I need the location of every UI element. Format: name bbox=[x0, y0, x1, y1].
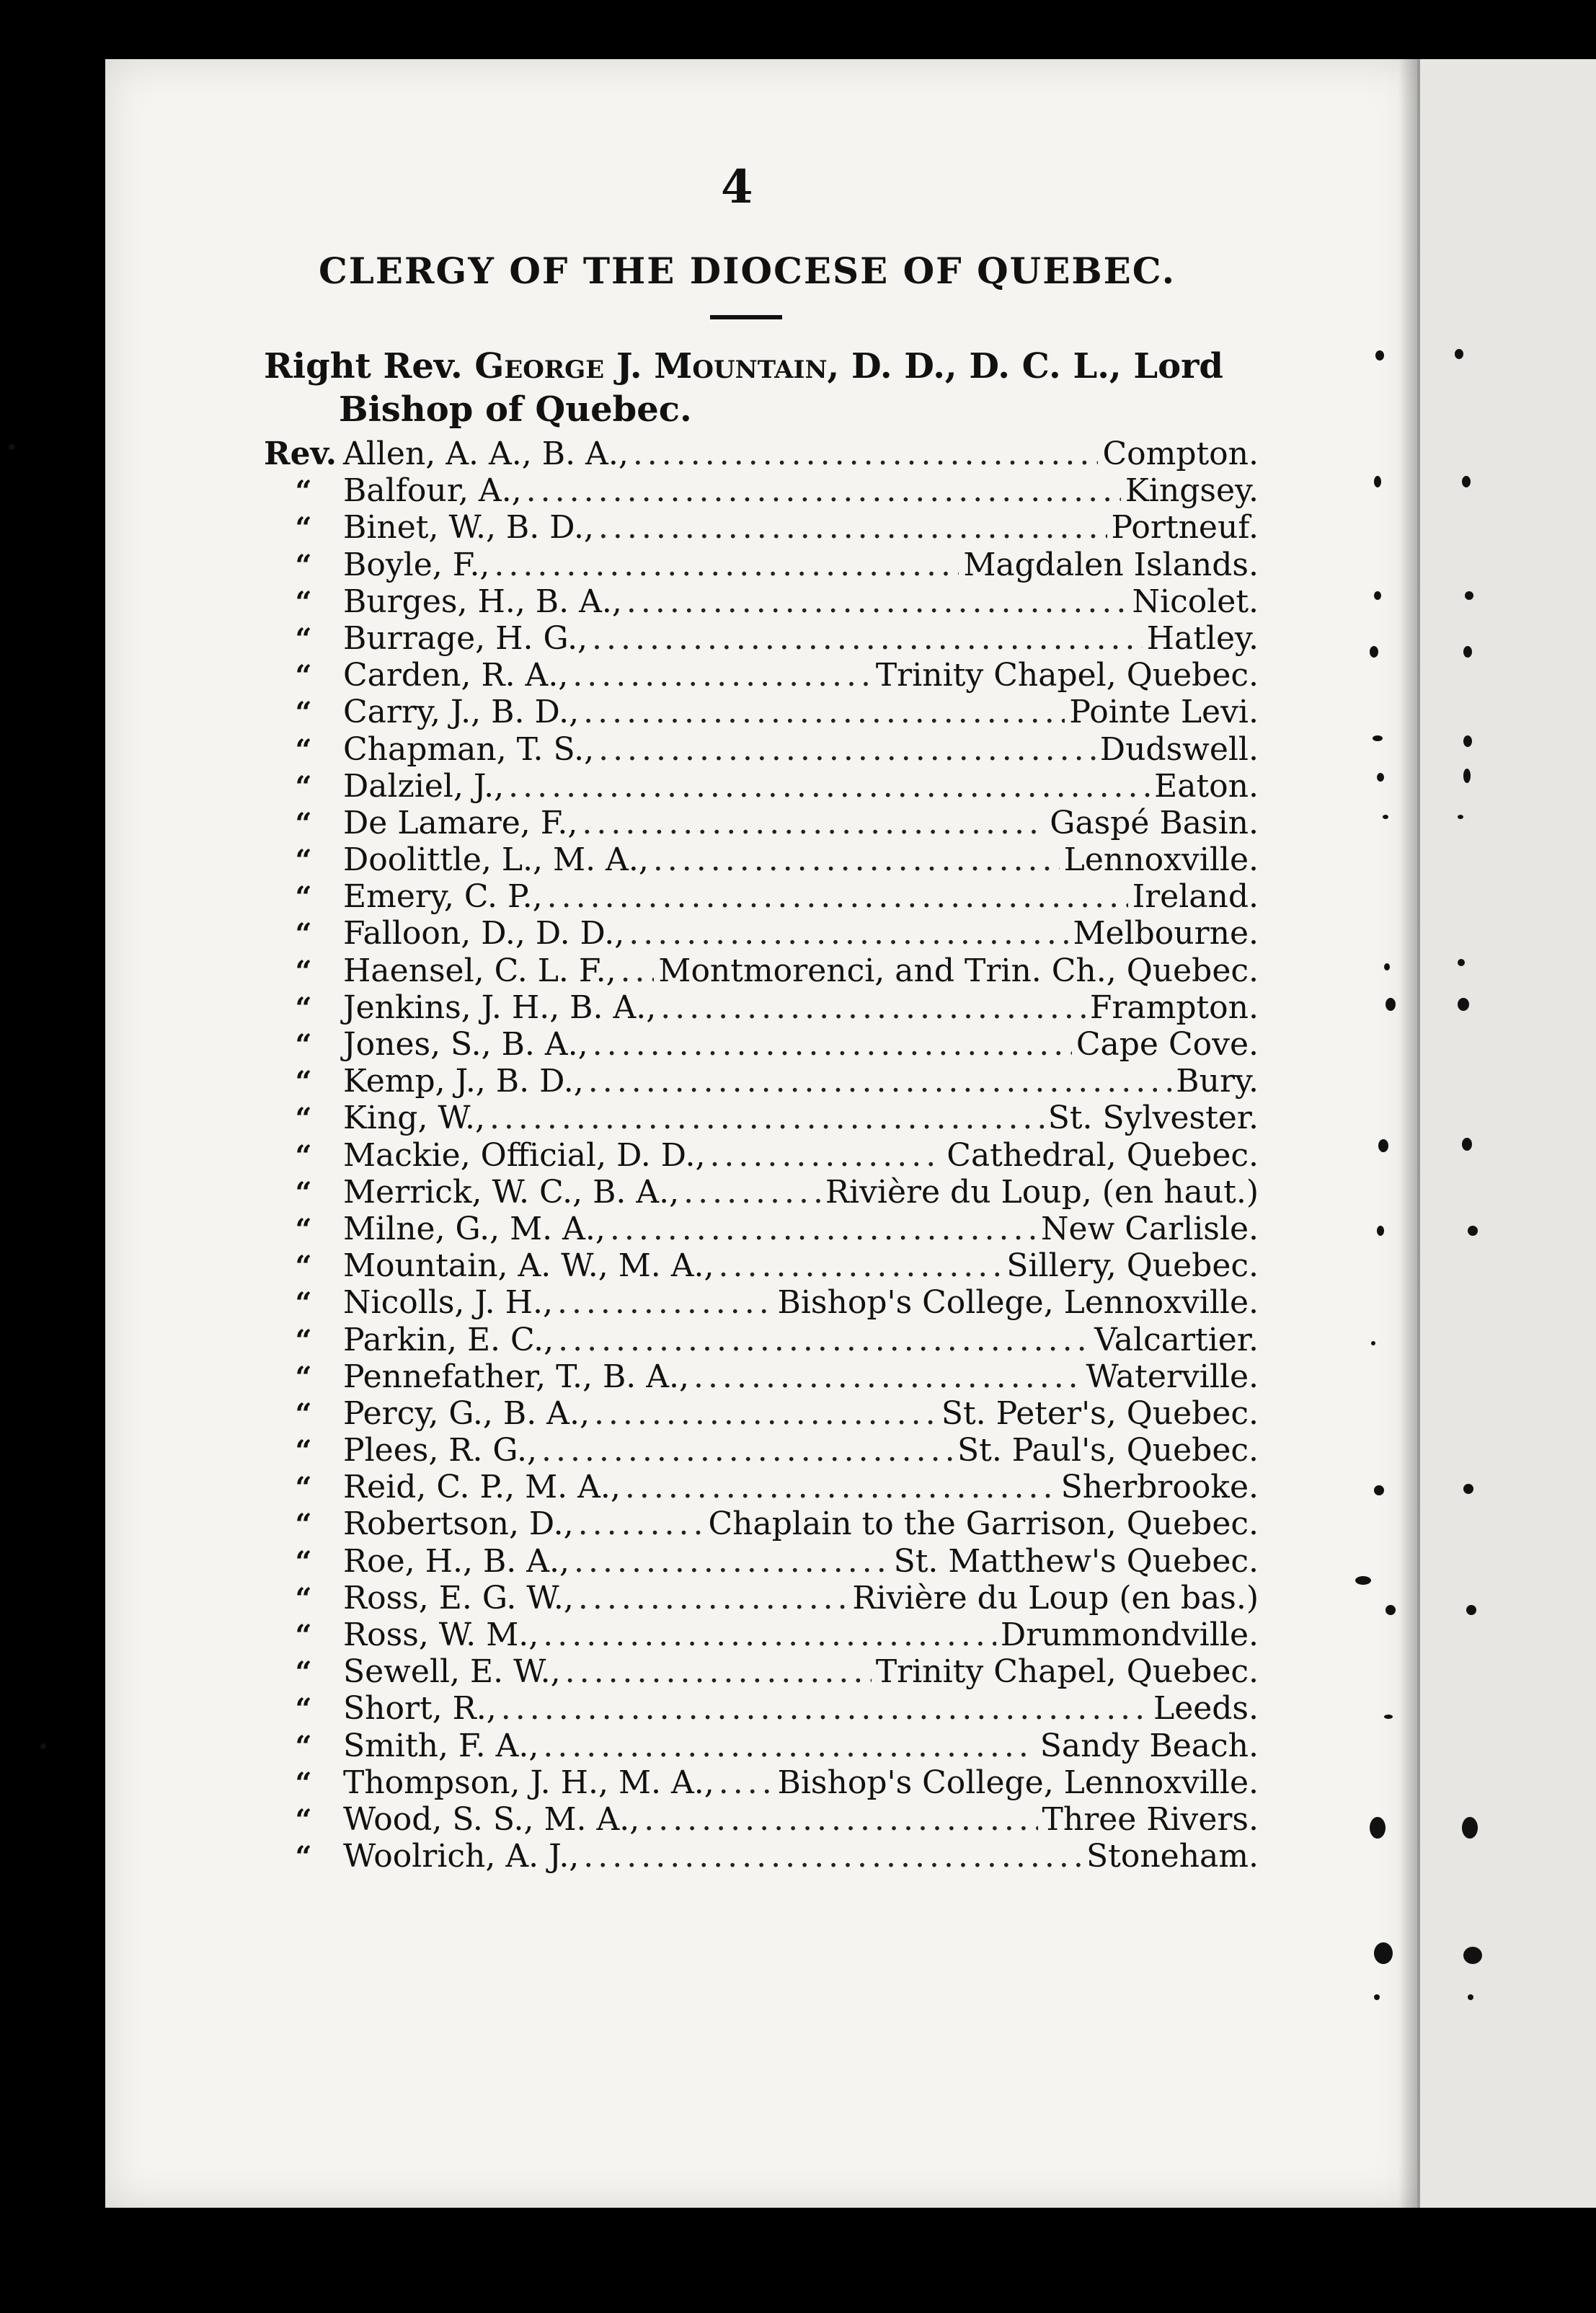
list-item bbox=[264, 1764, 1259, 1801]
scan-speck bbox=[1383, 815, 1388, 819]
clergy-name: Wood, S. S., M. A., bbox=[343, 1800, 640, 1838]
clergy-name: Falloon, D., D. D., bbox=[343, 915, 625, 952]
parish-name: Melbourne. bbox=[1073, 915, 1259, 952]
parish-name: Waterville. bbox=[1086, 1358, 1259, 1395]
dot-leader bbox=[621, 952, 655, 989]
list-item bbox=[264, 731, 1259, 768]
scan-speck bbox=[1458, 815, 1463, 819]
parish-name: Montmorenci, and Trin. Ch., Quebec. bbox=[658, 952, 1259, 989]
parish-name: Trinity Chapel, Quebec. bbox=[875, 1653, 1259, 1691]
entry-prefix: “ bbox=[295, 1175, 312, 1210]
entry-prefix: “ bbox=[295, 585, 312, 619]
clergy-name: Carden, R. A., bbox=[343, 657, 569, 694]
entry-prefix: “ bbox=[295, 1692, 312, 1727]
clergy-name: Thompson, J. H., M. A., bbox=[343, 1764, 714, 1801]
entry-prefix: “ bbox=[295, 1581, 312, 1616]
dot-leader bbox=[572, 657, 872, 694]
list-item bbox=[264, 1063, 1259, 1100]
parish-name: Hatley. bbox=[1146, 619, 1259, 657]
scan-speck bbox=[1370, 1817, 1386, 1839]
scan-speck bbox=[1465, 591, 1473, 600]
dot-leader bbox=[557, 1284, 773, 1321]
scan-speck bbox=[1373, 735, 1383, 741]
entry-prefix: “ bbox=[295, 1766, 312, 1800]
clergy-name: Binet, W., B. D., bbox=[343, 509, 594, 547]
entry-prefix: “ bbox=[295, 1508, 312, 1542]
scan-speck bbox=[1384, 963, 1390, 970]
dot-leader bbox=[508, 768, 1150, 805]
parish-name: Sherbrooke. bbox=[1060, 1469, 1259, 1506]
dot-leader bbox=[592, 620, 1143, 657]
entry-prefix: “ bbox=[295, 733, 312, 767]
scan-speck bbox=[1386, 998, 1396, 1011]
bishop-see: Bishop of Quebec. bbox=[339, 389, 692, 430]
clergy-name: De Lamare, F., bbox=[343, 804, 578, 841]
parish-name: Gaspé Basin. bbox=[1050, 804, 1259, 841]
dot-leader bbox=[709, 1137, 942, 1174]
dot-leader bbox=[683, 1174, 821, 1211]
entry-prefix: “ bbox=[295, 1840, 312, 1875]
page-number: 4 bbox=[721, 160, 753, 214]
list-item bbox=[264, 509, 1259, 546]
bishop-title: Right Rev. bbox=[264, 346, 463, 386]
parish-name: Cape Cove. bbox=[1076, 1026, 1259, 1063]
dot-leader bbox=[598, 509, 1107, 546]
scan-speck bbox=[1355, 1576, 1371, 1585]
clergy-name: Emery, C. P., bbox=[343, 878, 543, 916]
entry-prefix: “ bbox=[295, 1138, 312, 1173]
scan-speck bbox=[1370, 646, 1378, 658]
entry-prefix: “ bbox=[295, 1729, 312, 1764]
list-item bbox=[264, 1322, 1259, 1358]
scan-speck bbox=[1455, 349, 1463, 359]
dot-leader bbox=[574, 1543, 890, 1580]
dot-leader bbox=[582, 805, 1045, 841]
dot-leader bbox=[719, 1247, 1003, 1284]
scan-speck bbox=[1374, 1485, 1384, 1495]
list-item bbox=[264, 1432, 1259, 1469]
bishop-entry bbox=[264, 345, 1244, 431]
list-item bbox=[264, 1838, 1259, 1875]
list-item bbox=[264, 1505, 1259, 1542]
entry-prefix: “ bbox=[295, 622, 312, 656]
clergy-name: Ross, W. M., bbox=[343, 1617, 539, 1653]
entry-prefix: “ bbox=[295, 659, 312, 694]
clergy-list bbox=[264, 435, 1259, 1875]
entry-prefix: “ bbox=[295, 769, 312, 804]
parish-name: Portneuf. bbox=[1111, 509, 1259, 547]
dot-leader bbox=[489, 1100, 1044, 1136]
clergy-name: Carry, J., B. D., bbox=[343, 694, 580, 731]
clergy-name: Boyle, F., bbox=[343, 546, 490, 583]
list-item bbox=[264, 583, 1259, 620]
dot-leader bbox=[693, 1358, 1081, 1395]
dot-leader bbox=[644, 1801, 1037, 1838]
dot-leader bbox=[541, 1432, 953, 1469]
parish-name: Chaplain to the Garrison, Quebec. bbox=[708, 1505, 1259, 1543]
scan-speck bbox=[1463, 769, 1471, 783]
scan-speck bbox=[1463, 735, 1472, 747]
clergy-name: Kemp, J., B. D., bbox=[343, 1063, 584, 1100]
parish-name: Rivière du Loup, (en haut.) bbox=[825, 1173, 1259, 1211]
dot-leader bbox=[625, 1469, 1057, 1505]
entry-prefix: “ bbox=[295, 1102, 312, 1136]
parish-name: Bishop's College, Lennoxville. bbox=[777, 1284, 1259, 1322]
dot-leader bbox=[565, 1653, 872, 1690]
dot-leader bbox=[501, 1690, 1149, 1727]
clergy-name: Mountain, A. W., M. A., bbox=[343, 1247, 714, 1285]
dot-leader bbox=[558, 1322, 1090, 1358]
dot-leader bbox=[526, 472, 1121, 509]
parish-name: Rivière du Loup (en bas.) bbox=[852, 1579, 1259, 1617]
scan-speck bbox=[1374, 1942, 1393, 1964]
parish-name: Sandy Beach. bbox=[1039, 1727, 1259, 1764]
entry-prefix: “ bbox=[295, 548, 312, 583]
dot-leader bbox=[578, 1505, 704, 1542]
dot-leader bbox=[583, 694, 1065, 730]
scan-speck bbox=[1374, 1994, 1380, 2000]
scan-speck bbox=[1463, 1484, 1473, 1494]
list-item bbox=[264, 472, 1259, 509]
scan-speck bbox=[1386, 1605, 1396, 1615]
clergy-name: Percy, G., B. A., bbox=[343, 1394, 590, 1432]
clergy-name: Milne, G., M. A., bbox=[343, 1210, 606, 1247]
list-item bbox=[264, 841, 1259, 878]
parish-name: Stoneham. bbox=[1086, 1838, 1259, 1875]
entry-prefix: “ bbox=[295, 1803, 312, 1837]
entry-prefix: “ bbox=[295, 1471, 312, 1505]
list-item bbox=[264, 694, 1259, 730]
scan-speck bbox=[1374, 476, 1381, 487]
clergy-name: Plees, R. G., bbox=[343, 1432, 537, 1469]
list-item bbox=[264, 1174, 1259, 1211]
page-title: CLERGY OF THE DIOCESE OF QUEBEC. bbox=[318, 249, 1176, 292]
scan-speck bbox=[1462, 1138, 1472, 1151]
entry-prefix: “ bbox=[295, 474, 312, 509]
list-item bbox=[264, 1469, 1259, 1505]
list-item bbox=[264, 915, 1259, 952]
list-item bbox=[264, 1543, 1259, 1580]
list-item bbox=[264, 1100, 1259, 1136]
entry-prefix: “ bbox=[295, 1028, 312, 1062]
dot-leader bbox=[543, 1617, 996, 1653]
clergy-name: Short, R., bbox=[343, 1690, 497, 1728]
dot-leader bbox=[653, 841, 1060, 878]
scan-speck bbox=[1466, 1605, 1476, 1615]
dot-leader bbox=[543, 1728, 1035, 1764]
entry-prefix: “ bbox=[295, 806, 312, 841]
parish-name: Magdalen Islands. bbox=[963, 546, 1259, 583]
scan-speck bbox=[9, 444, 14, 450]
entry-prefix: “ bbox=[295, 1434, 312, 1469]
clergy-name: Woolrich, A. J., bbox=[343, 1838, 580, 1875]
list-item bbox=[264, 1580, 1259, 1617]
scan-speck bbox=[1462, 476, 1471, 487]
parish-name: Cathedral, Quebec. bbox=[946, 1136, 1259, 1174]
list-item bbox=[264, 547, 1259, 583]
parish-name: Eaton. bbox=[1154, 767, 1259, 805]
dot-leader bbox=[547, 878, 1128, 915]
entry-prefix: “ bbox=[295, 1655, 312, 1690]
entry-prefix: “ bbox=[295, 1619, 312, 1653]
scan-speck bbox=[1468, 1994, 1473, 2000]
clergy-name: Mackie, Official, D. D., bbox=[343, 1136, 706, 1174]
parish-name: Lennoxville. bbox=[1063, 841, 1259, 879]
clergy-name: Doolittle, L., M. A., bbox=[343, 841, 649, 879]
list-item bbox=[264, 1690, 1259, 1727]
list-item bbox=[264, 1284, 1259, 1321]
clergy-name: Merrick, W. C., B. A., bbox=[343, 1173, 680, 1211]
dot-leader bbox=[719, 1764, 773, 1801]
scan-speck bbox=[1458, 998, 1469, 1011]
clergy-name: Smith, F. A., bbox=[343, 1727, 539, 1764]
dot-leader bbox=[583, 1838, 1082, 1875]
dot-leader bbox=[633, 435, 1099, 472]
scan-speck bbox=[1375, 350, 1384, 361]
list-item bbox=[264, 1026, 1259, 1063]
entry-prefix: “ bbox=[295, 1544, 312, 1579]
parish-name: Three Rivers. bbox=[1042, 1800, 1259, 1838]
bishop-degrees: D. D., D. C. L., Lord bbox=[851, 346, 1223, 386]
adjacent-page-edge bbox=[1417, 59, 1596, 2208]
list-item bbox=[264, 805, 1259, 841]
parish-name: Dudswell. bbox=[1099, 730, 1259, 768]
scan-speck bbox=[1463, 1947, 1482, 1964]
dot-leader bbox=[494, 547, 959, 583]
clergy-name: Roe, H., B. A., bbox=[343, 1542, 570, 1580]
parish-name: Trinity Chapel, Quebec. bbox=[875, 657, 1259, 694]
clergy-name: Jenkins, J. H., B. A., bbox=[343, 989, 657, 1026]
list-item bbox=[264, 989, 1259, 1026]
scan-speck bbox=[1378, 1139, 1388, 1152]
entry-prefix: “ bbox=[295, 844, 312, 878]
list-item bbox=[264, 1395, 1259, 1432]
clergy-name: Balfour, A., bbox=[343, 472, 522, 510]
clergy-name: Jones, S., B. A., bbox=[343, 1026, 588, 1063]
parish-name: Bishop's College, Lennoxville. bbox=[777, 1764, 1259, 1801]
list-item bbox=[264, 1247, 1259, 1284]
parish-name: Kingsey. bbox=[1125, 472, 1259, 510]
bishop-name: George J. Mountain, bbox=[474, 346, 840, 386]
dot-leader bbox=[598, 731, 1096, 768]
scan-speck bbox=[1377, 1226, 1384, 1236]
parish-name: Frampton. bbox=[1089, 989, 1259, 1026]
entry-prefix: “ bbox=[295, 917, 312, 952]
list-item bbox=[264, 768, 1259, 805]
list-item bbox=[264, 1801, 1259, 1838]
parish-name: Nicolet. bbox=[1132, 583, 1259, 620]
list-item bbox=[264, 1211, 1259, 1247]
entry-prefix: “ bbox=[295, 991, 312, 1025]
entry-prefix: “ bbox=[295, 1065, 312, 1100]
parish-name: St. Peter's, Quebec. bbox=[941, 1394, 1259, 1432]
scan-speck bbox=[1384, 1715, 1393, 1719]
list-item bbox=[264, 1137, 1259, 1174]
clergy-name: Pennefather, T., B. A., bbox=[343, 1358, 690, 1395]
dot-leader bbox=[593, 1026, 1072, 1063]
entry-prefix: “ bbox=[295, 696, 312, 730]
entry-prefix: “ bbox=[295, 511, 312, 546]
scan-speck bbox=[1462, 1817, 1478, 1839]
clergy-name: Chapman, T. S., bbox=[343, 730, 595, 768]
list-item bbox=[264, 435, 1259, 472]
scan-speck bbox=[1377, 773, 1384, 782]
entry-prefix: “ bbox=[295, 1360, 312, 1394]
clergy-name: Burges, H., B. A., bbox=[343, 583, 622, 620]
scan-speck bbox=[1371, 1341, 1375, 1345]
scan-speck bbox=[1374, 591, 1381, 600]
dot-leader bbox=[588, 1063, 1172, 1100]
clergy-name: King, W., bbox=[343, 1100, 485, 1137]
clergy-name: Sewell, E. W., bbox=[343, 1653, 561, 1691]
parish-name: Valcartier. bbox=[1094, 1321, 1259, 1358]
clergy-name: Haensel, C. L. F., bbox=[343, 952, 616, 989]
dot-leader bbox=[660, 989, 1086, 1026]
entry-prefix: “ bbox=[295, 1286, 312, 1321]
list-item bbox=[264, 620, 1259, 657]
parish-name: Ireland. bbox=[1132, 878, 1259, 916]
list-item bbox=[264, 657, 1259, 694]
dot-leader bbox=[610, 1211, 1037, 1247]
clergy-name: Ross, E. G. W., bbox=[343, 1579, 574, 1617]
parish-name: Compton. bbox=[1102, 435, 1259, 472]
parish-name: Drummondville. bbox=[1000, 1617, 1259, 1653]
entry-prefix: “ bbox=[295, 954, 312, 989]
parish-name: St. Sylvester. bbox=[1047, 1100, 1259, 1137]
scan-speck bbox=[1458, 959, 1465, 966]
dot-leader bbox=[626, 583, 1128, 620]
list-item bbox=[264, 1653, 1259, 1690]
title-rule bbox=[710, 315, 782, 319]
entry-prefix: “ bbox=[295, 880, 312, 915]
clergy-name: Nicolls, J. H., bbox=[343, 1284, 553, 1322]
parish-name: Bury. bbox=[1176, 1063, 1259, 1100]
parish-name: Sillery, Quebec. bbox=[1006, 1247, 1259, 1285]
entry-prefix: Rev. bbox=[264, 435, 337, 472]
clergy-name: Dalziel, J., bbox=[343, 767, 505, 805]
clergy-name: Burrage, H. G., bbox=[343, 619, 588, 657]
entry-prefix: “ bbox=[295, 1323, 312, 1358]
entry-prefix: “ bbox=[295, 1212, 312, 1247]
clergy-name: Reid, C. P., M. A., bbox=[343, 1469, 621, 1506]
clergy-name: Parkin, E. C., bbox=[343, 1321, 554, 1358]
entry-prefix: “ bbox=[295, 1250, 312, 1284]
dot-leader bbox=[594, 1395, 937, 1432]
clergy-name: Allen, A. A., B. A., bbox=[343, 435, 629, 472]
clergy-name: Robertson, D., bbox=[343, 1505, 574, 1543]
parish-name: Pointe Levi. bbox=[1069, 694, 1259, 731]
parish-name: New Carlisle. bbox=[1041, 1210, 1259, 1247]
scan-speck bbox=[40, 1743, 46, 1749]
parish-name: Leeds. bbox=[1153, 1690, 1259, 1728]
scan-speck bbox=[1468, 1226, 1478, 1236]
parish-name: St. Paul's, Quebec. bbox=[957, 1432, 1259, 1469]
list-item bbox=[264, 1617, 1259, 1653]
dot-leader bbox=[629, 915, 1068, 952]
list-item bbox=[264, 1358, 1259, 1395]
dot-leader bbox=[578, 1580, 848, 1617]
scan-speck bbox=[1463, 646, 1472, 658]
entry-prefix: “ bbox=[295, 1397, 312, 1431]
list-item bbox=[264, 952, 1259, 989]
list-item bbox=[264, 878, 1259, 915]
parish-name: St. Matthew's Quebec. bbox=[893, 1542, 1259, 1580]
list-item bbox=[264, 1728, 1259, 1764]
